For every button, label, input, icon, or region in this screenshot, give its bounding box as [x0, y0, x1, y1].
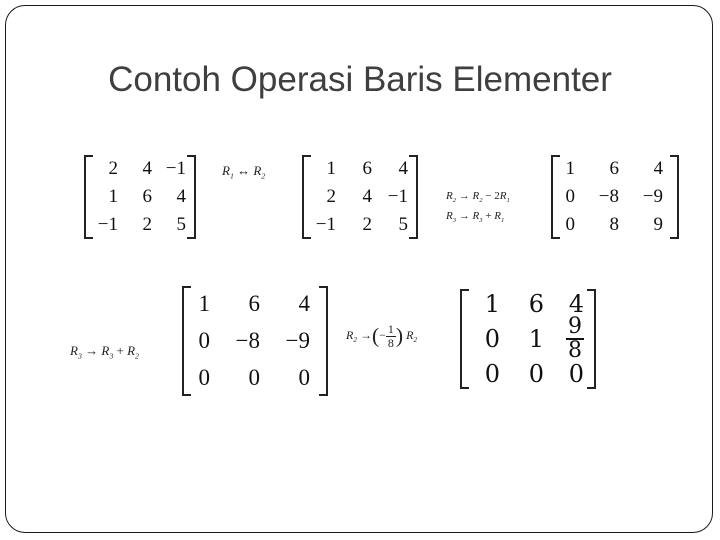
matrix-cell: 4 [176, 186, 186, 207]
matrix-cell: 4 [142, 158, 152, 179]
matrix-result [460, 289, 596, 389]
matrix-cell: −1 [315, 214, 336, 235]
fraction-numerator: 9 [568, 314, 582, 339]
matrix-cell: 6 [362, 158, 372, 179]
matrix-cell: 1 [528, 325, 544, 353]
matrix-cell: 0 [248, 364, 260, 390]
matrix-cell: 2 [142, 214, 152, 235]
matrix-cell: 0 [528, 360, 544, 388]
matrix-cell: 0 [198, 364, 210, 390]
matrix-cell: 1 [198, 291, 210, 317]
matrix-cell: −9 [642, 186, 663, 207]
matrix-cell: −1 [165, 158, 186, 179]
matrix-cell: 5 [176, 214, 186, 235]
slide-title: Contoh Operasi Baris Elementer [108, 60, 612, 99]
matrix-cell: 2 [326, 186, 336, 207]
matrix-cell: 5 [398, 214, 408, 235]
row-operations-step-2 [446, 190, 510, 224]
matrix-cell: 2 [362, 214, 372, 235]
matrix-cell: −1 [387, 186, 408, 207]
fraction-denominator: 8 [568, 338, 582, 363]
matrix-cell: 4 [568, 290, 584, 318]
matrix-cell: 1 [108, 186, 118, 207]
matrix-cell: −8 [235, 327, 260, 353]
row-operation: $R_3 \to R_3 + R_1$ [446, 210, 505, 225]
matrix-cell: 1 [565, 158, 575, 179]
matrix-cell: 0 [568, 360, 584, 388]
matrix-cell: 0 [565, 214, 575, 235]
matrix-cell: 9 [653, 214, 663, 235]
matrix-cell: −1 [97, 214, 118, 235]
matrix-cell: 6 [248, 291, 260, 317]
matrix-cell: 0 [484, 360, 500, 388]
matrix-cell: 0 [565, 186, 575, 207]
matrix-cell: 4 [298, 291, 310, 317]
matrix-cell: 6 [609, 158, 619, 179]
row-operation: $R_2 \to R_2 - 2R_1$ [446, 190, 510, 205]
matrix-cell: 1 [326, 158, 336, 179]
matrix-cell: 4 [362, 186, 372, 207]
matrix-cell: 4 [653, 158, 663, 179]
matrix-cell: 1 [484, 290, 500, 318]
matrix-step-2 [551, 155, 679, 239]
matrix-step-3 [182, 286, 328, 396]
matrix-original [84, 155, 196, 239]
matrix-cell: 0 [298, 364, 310, 390]
matrix-cell: −9 [285, 327, 310, 353]
matrix-fraction-cell [566, 316, 584, 362]
row-operation-add: $R_3 \to R_3 + R_2$ [70, 343, 139, 361]
matrix-cell: 8 [609, 214, 619, 235]
matrix-cell: 4 [398, 158, 408, 179]
matrix-step-1 [302, 155, 418, 239]
matrix-cell: −8 [598, 186, 619, 207]
matrix-cell: 6 [142, 186, 152, 207]
matrix-cell: 2 [108, 158, 118, 179]
row-operation-scale: $R_2$ →(− $\frac{1}{8}$ ) $R_2$ [346, 322, 418, 350]
matrix-cell: 0 [484, 325, 500, 353]
matrix-cell: 6 [528, 290, 544, 318]
matrix-cell: 0 [198, 327, 210, 353]
row-operation-swap: $R_1$ ↔ $R_2$ [222, 163, 266, 181]
